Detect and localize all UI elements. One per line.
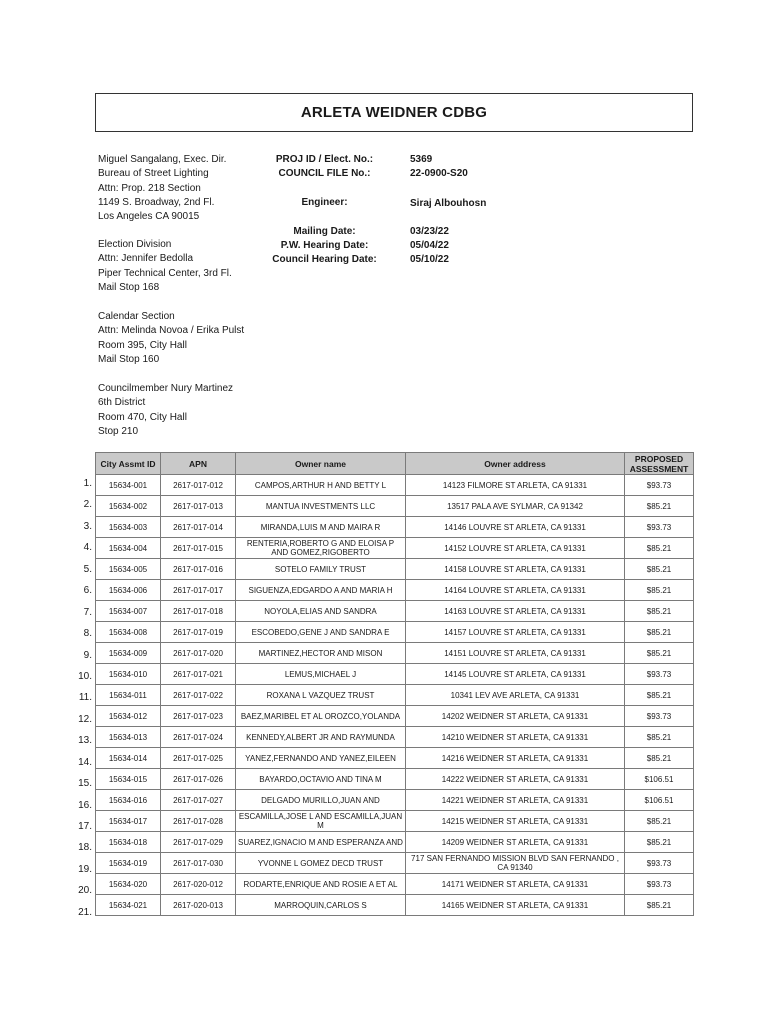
address-line: Councilmember Nury Martinez — [98, 383, 234, 394]
assmt-id-cell: 15634-001 — [96, 475, 161, 496]
assessment-table — [95, 452, 694, 916]
assmt-id-cell: 15634-006 — [96, 580, 161, 601]
owner-address-cell: 14164 LOUVRE ST ARLETA, CA 91331 — [406, 580, 625, 601]
owner-name-cell: YVONNE L GOMEZ DECD TRUST — [236, 853, 406, 874]
owner-address-cell: 14151 LOUVRE ST ARLETA, CA 91331 — [406, 643, 625, 664]
engineer-value: Siraj Albouhosn — [410, 198, 487, 209]
address-block-calendar — [98, 310, 244, 367]
owner-name-cell: ESCAMILLA,JOSE L AND ESCAMILLA,JUAN M — [236, 811, 406, 832]
apn-cell: 2617-017-022 — [161, 685, 236, 706]
engineer-label: Engineer: — [301, 197, 348, 208]
apn-cell: 2617-017-025 — [161, 748, 236, 769]
address-line: Attn: Jennifer Bedolla — [98, 253, 194, 265]
owner-address-cell: 717 SAN FERNANDO MISSION BLVD SAN FERNANDO , CA 91340 — [406, 853, 625, 874]
owner-address-cell: 14215 WEIDNER ST ARLETA, CA 91331 — [406, 811, 625, 832]
row-number: 16. — [78, 799, 92, 811]
owner-name-cell: NOYOLA,ELIAS AND SANDRA — [236, 601, 406, 622]
owner-name-cell: YANEZ,FERNANDO AND YANEZ,EILEEN — [236, 748, 406, 769]
mailing-date-label: Mailing Date: — [293, 226, 356, 237]
assessment-cell: $85.21 — [625, 622, 694, 643]
row-number: 9. — [83, 649, 92, 661]
assmt-id-cell: 15634-019 — [96, 853, 161, 874]
row-number: 2. — [83, 499, 92, 511]
owner-name-cell: LEMUS,MICHAEL J — [236, 664, 406, 685]
owner-name-cell: ROXANA L VAZQUEZ TRUST — [236, 685, 406, 706]
assessment-cell: $85.21 — [625, 727, 694, 748]
row-number: 3. — [83, 520, 92, 532]
row-number: 10. — [78, 670, 92, 682]
apn-cell: 2617-017-027 — [161, 790, 236, 811]
assmt-id-cell: 15634-015 — [96, 769, 161, 790]
owner-address-cell: 14216 WEIDNER ST ARLETA, CA 91331 — [406, 748, 625, 769]
assmt-id-cell: 15634-011 — [96, 685, 161, 706]
row-number: 18. — [78, 842, 92, 854]
address-line: Room 395, City Hall — [98, 339, 187, 351]
assmt-id-cell: 15634-012 — [96, 706, 161, 727]
apn-cell: 2617-017-023 — [161, 706, 236, 727]
address-block-street-lighting — [98, 153, 226, 224]
owner-name-cell: MANTUA INVESTMENTS LLC — [236, 496, 406, 517]
address-line: Election Division — [98, 239, 172, 250]
owner-name-cell: BAEZ,MARIBEL ET AL OROZCO,YOLANDA — [236, 706, 406, 727]
row-number: 21. — [78, 906, 92, 918]
table-row — [96, 601, 694, 622]
row-number: 15. — [78, 778, 92, 790]
table-row — [96, 748, 694, 769]
council-file-value: 22-0900-S20 — [410, 168, 468, 179]
table-body — [96, 475, 694, 916]
table-row — [96, 727, 694, 748]
owner-address-cell: 13517 PALA AVE SYLMAR, CA 91342 — [406, 496, 625, 517]
address-line: Attn: Melinda Novoa / Erika Pulst — [98, 325, 245, 337]
row-number: 19. — [78, 863, 92, 875]
owner-address-cell: 14146 LOUVRE ST ARLETA, CA 91331 — [406, 517, 625, 538]
assmt-id-cell: 15634-007 — [96, 601, 161, 622]
assessment-cell: $93.73 — [625, 853, 694, 874]
owner-address-cell: 14157 LOUVRE ST ARLETA, CA 91331 — [406, 622, 625, 643]
table-row — [96, 685, 694, 706]
apn-cell: 2617-017-024 — [161, 727, 236, 748]
apn-cell: 2617-017-028 — [161, 811, 236, 832]
row-number: 6. — [83, 585, 92, 597]
assessment-cell: $93.73 — [625, 706, 694, 727]
assessment-cell: $93.73 — [625, 874, 694, 895]
owner-address-cell: 14163 LOUVRE ST ARLETA, CA 91331 — [406, 601, 625, 622]
assessment-cell: $93.73 — [625, 475, 694, 496]
assessment-cell: $85.21 — [625, 643, 694, 664]
apn-cell: 2617-017-026 — [161, 769, 236, 790]
apn-cell: 2617-017-017 — [161, 580, 236, 601]
table-row — [96, 811, 694, 832]
assmt-id-cell: 15634-004 — [96, 538, 161, 559]
apn-cell: 2617-017-030 — [161, 853, 236, 874]
table-row — [96, 790, 694, 811]
table-row — [96, 895, 694, 916]
table-row — [96, 874, 694, 895]
address-line: 1149 S. Broadway, 2nd Fl. — [98, 196, 215, 208]
assmt-id-cell: 15634-016 — [96, 790, 161, 811]
row-number: 4. — [83, 542, 92, 554]
address-line: Mail Stop 168 — [98, 281, 160, 293]
table-row — [96, 517, 694, 538]
assessment-cell: $85.21 — [625, 832, 694, 853]
owner-address-cell: 14171 WEIDNER ST ARLETA, CA 91331 — [406, 874, 625, 895]
owner-name-cell: SOTELO FAMILY TRUST — [236, 559, 406, 580]
assessment-cell: $85.21 — [625, 601, 694, 622]
row-number: 7. — [83, 606, 92, 618]
proj-id-label: PROJ ID / Elect. No.: — [275, 154, 374, 165]
assmt-id-cell: 15634-009 — [96, 643, 161, 664]
assmt-id-cell: 15634-003 — [96, 517, 161, 538]
row-number: 5. — [83, 563, 92, 575]
row-number: 1. — [83, 478, 92, 489]
assessment-cell: $85.21 — [625, 748, 694, 769]
owner-name-cell: MARTINEZ,HECTOR AND MISON — [236, 643, 406, 664]
apn-cell: 2617-017-019 — [161, 622, 236, 643]
apn-cell: 2617-017-021 — [161, 664, 236, 685]
assmt-id-cell: 15634-020 — [96, 874, 161, 895]
assessment-cell: $85.21 — [625, 895, 694, 916]
assessment-cell: $85.21 — [625, 559, 694, 580]
address-line: Calendar Section — [98, 311, 175, 322]
assmt-id-cell: 15634-013 — [96, 727, 161, 748]
owner-address-cell: 14158 LOUVRE ST ARLETA, CA 91331 — [406, 559, 625, 580]
council-hearing-date-label: Council Hearing Date: — [272, 254, 377, 265]
council-hearing-date-value: 05/10/22 — [410, 254, 449, 265]
apn-cell: 2617-017-020 — [161, 643, 236, 664]
apn-cell: 2617-020-013 — [161, 895, 236, 916]
owner-address-cell: 14165 WEIDNER ST ARLETA, CA 91331 — [406, 895, 625, 916]
owner-name-cell: BAYARDO,OCTAVIO AND TINA M — [236, 769, 406, 790]
assmt-id-cell: 15634-008 — [96, 622, 161, 643]
owner-address-cell: 14202 WEIDNER ST ARLETA, CA 91331 — [406, 706, 625, 727]
assessment-cell: $85.21 — [625, 811, 694, 832]
apn-cell: 2617-017-012 — [161, 475, 236, 496]
address-line: Piper Technical Center, 3rd Fl. — [98, 267, 232, 279]
apn-cell: 2617-017-018 — [161, 601, 236, 622]
owner-name-cell: RODARTE,ENRIQUE AND ROSIE A ET AL — [236, 874, 406, 895]
owner-name-cell: MARROQUIN,CARLOS S — [236, 895, 406, 916]
address-block-council — [98, 382, 233, 439]
owner-address-cell: 14123 FILMORE ST ARLETA, CA 91331 — [406, 475, 625, 496]
address-line: Los Angeles CA 90015 — [98, 211, 200, 223]
proj-id-value: 5369 — [410, 154, 433, 165]
assessment-cell: $85.21 — [625, 538, 694, 559]
table-row — [96, 664, 694, 685]
row-number: 14. — [78, 756, 92, 768]
assmt-id-cell: 15634-005 — [96, 559, 161, 580]
assessment-cell: $106.51 — [625, 790, 694, 811]
table-row — [96, 622, 694, 643]
apn-cell: 2617-017-014 — [161, 517, 236, 538]
owner-address-cell: 14145 LOUVRE ST ARLETA, CA 91331 — [406, 664, 625, 685]
assessment-cell: $106.51 — [625, 769, 694, 790]
table-row — [96, 832, 694, 853]
row-number: 8. — [83, 628, 92, 640]
document-title: ARLETA WEIDNER CDBG — [95, 93, 693, 132]
owner-name-cell: SIGUENZA,EDGARDO A AND MARIA H — [236, 580, 406, 601]
table-row — [96, 475, 694, 496]
owner-address-cell: 10341 LEV AVE ARLETA, CA 91331 — [406, 685, 625, 706]
row-number: 12. — [78, 713, 92, 725]
col-header-assmt-id: City Assmt ID — [96, 453, 161, 475]
table-header-row — [96, 453, 694, 475]
owner-name-cell: RENTERIA,ROBERTO G AND ELOISA P AND GOMEZ,RIGOBERTO — [236, 538, 406, 559]
row-numbers — [60, 473, 94, 923]
col-header-owner-name: Owner name — [236, 453, 406, 475]
col-header-owner-address: Owner address — [406, 453, 625, 475]
address-line: Miguel Sangalang, Exec. Dir. — [98, 154, 227, 165]
table-row — [96, 769, 694, 790]
row-number: 17. — [78, 821, 92, 832]
owner-name-cell: DELGADO MURILLO,JUAN AND — [236, 790, 406, 811]
apn-cell: 2617-017-015 — [161, 538, 236, 559]
table-row — [96, 853, 694, 874]
row-number: 11. — [78, 692, 92, 704]
owner-name-cell: KENNEDY,ALBERT JR AND RAYMUNDA — [236, 727, 406, 748]
address-block-election — [98, 238, 232, 295]
owner-address-cell: 14210 WEIDNER ST ARLETA, CA 91331 — [406, 727, 625, 748]
address-line: Stop 210 — [98, 425, 139, 437]
owner-name-cell: SUAREZ,IGNACIO M AND ESPERANZA AND — [236, 832, 406, 853]
mailing-date-value: 03/23/22 — [410, 226, 449, 237]
owner-address-cell: 14221 WEIDNER ST ARLETA, CA 91331 — [406, 790, 625, 811]
table-row — [96, 559, 694, 580]
pw-hearing-date-value: 05/04/22 — [410, 240, 449, 251]
assmt-id-cell: 15634-002 — [96, 496, 161, 517]
assessment-cell: $85.21 — [625, 580, 694, 601]
address-line: Attn: Prop. 218 Section — [98, 182, 201, 194]
row-number: 13. — [78, 735, 92, 747]
owner-name-cell: CAMPOS,ARTHUR H AND BETTY L — [236, 475, 406, 496]
council-file-label: COUNCIL FILE No.: — [278, 168, 371, 179]
apn-cell: 2617-020-012 — [161, 874, 236, 895]
row-number: 20. — [78, 885, 92, 897]
owner-address-cell: 14209 WEIDNER ST ARLETA, CA 91331 — [406, 832, 625, 853]
table-row — [96, 643, 694, 664]
assmt-id-cell: 15634-017 — [96, 811, 161, 832]
address-line: Bureau of Street Lighting — [98, 168, 209, 180]
assmt-id-cell: 15634-010 — [96, 664, 161, 685]
assessment-cell: $85.21 — [625, 496, 694, 517]
address-line: 6th District — [98, 397, 146, 409]
apn-cell: 2617-017-013 — [161, 496, 236, 517]
table-row — [96, 538, 694, 559]
apn-cell: 2617-017-029 — [161, 832, 236, 853]
apn-cell: 2617-017-016 — [161, 559, 236, 580]
assessment-cell: $85.21 — [625, 685, 694, 706]
col-header-proposed-assessment: PROPOSED ASSESSMENT — [625, 453, 694, 475]
table-row — [96, 706, 694, 727]
assmt-id-cell: 15634-018 — [96, 832, 161, 853]
owner-address-cell: 14222 WEIDNER ST ARLETA, CA 91331 — [406, 769, 625, 790]
address-line: Mail Stop 160 — [98, 353, 160, 365]
owner-name-cell: MIRANDA,LUIS M AND MAIRA R — [236, 517, 406, 538]
assessment-cell: $93.73 — [625, 517, 694, 538]
owner-address-cell: 14152 LOUVRE ST ARLETA, CA 91331 — [406, 538, 625, 559]
assmt-id-cell: 15634-021 — [96, 895, 161, 916]
col-header-apn: APN — [161, 453, 236, 475]
table-row — [96, 580, 694, 601]
pw-hearing-date-label: P.W. Hearing Date: — [280, 240, 369, 251]
owner-name-cell: ESCOBEDO,GENE J AND SANDRA E — [236, 622, 406, 643]
address-line: Room 470, City Hall — [98, 411, 187, 423]
assessment-cell: $93.73 — [625, 664, 694, 685]
table-row — [96, 496, 694, 517]
assmt-id-cell: 15634-014 — [96, 748, 161, 769]
